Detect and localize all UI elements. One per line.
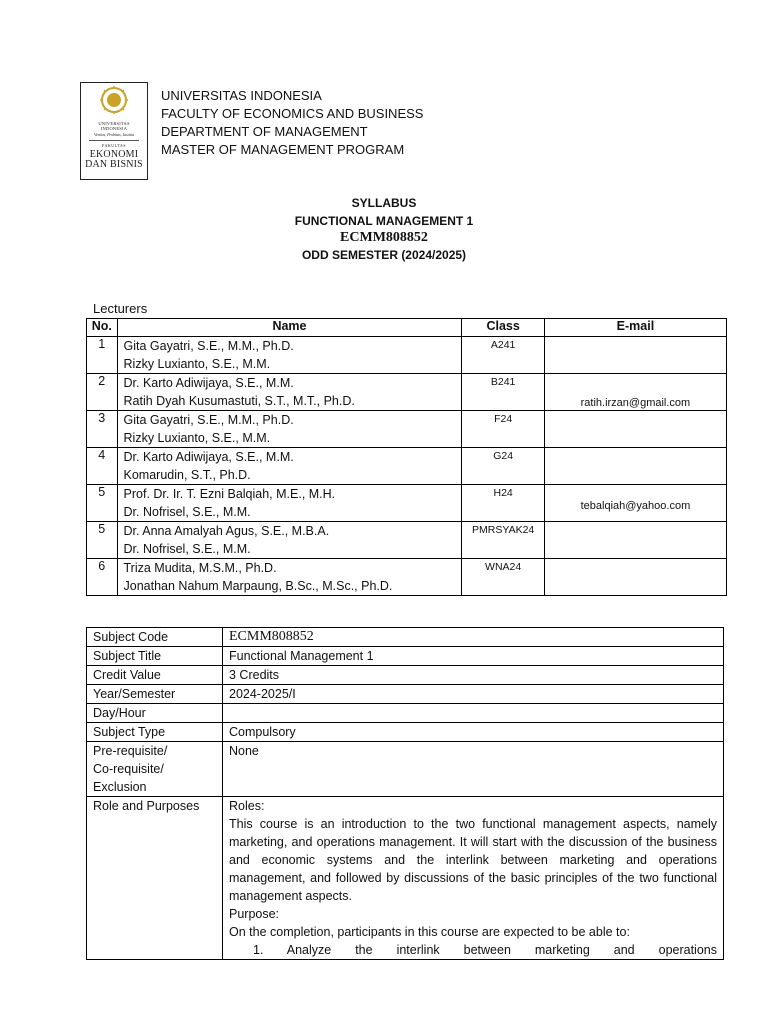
logo-faculty-name: EKONOMI DAN BISNIS [85,149,143,170]
table-row: 5 Prof. Dr. Ir. T. Ezni Balqiah, M.E., M.H. Dr. Nofrisel, S.E., M.M. H24 tebalqiah@yahoo.com [87,485,727,522]
roles-heading: Roles: [229,799,265,813]
table-row: Pre-requisite/ Co-requisite/ Exclusion None [87,742,724,797]
day-hour-value [223,704,724,723]
prerequisite-value: None [223,742,724,797]
subject-title-value: Functional Management 1 [223,647,724,666]
header-program: MASTER OF MANAGEMENT PROGRAM [161,142,405,157]
university-emblem-icon [99,85,129,115]
header-department: DEPARTMENT OF MANAGEMENT [161,124,368,139]
lecturers-table [86,318,727,596]
purpose-heading: Purpose: [229,907,280,921]
col-class: Class [462,319,544,337]
logo-university-name: UNIVERSITAS INDONESIA [98,121,130,131]
institution-header [161,87,423,159]
table-row: 3 Gita Gayatri, S.E., M.M., Ph.D. Rizky Luxianto, S.E., M.M. F24 [87,411,727,448]
table-row: Credit Value 3 Credits [87,666,724,685]
title-semester: ODD SEMESTER (2024/2025) [301,248,467,262]
year-semester-value: 2024-2025/I [223,685,724,704]
purpose-item: 1. Analyze the interlink between marketing and operations [253,943,717,957]
title-course-name: FUNCTIONAL MANAGEMENT 1 [294,214,474,228]
table-row: Role and Purposes Roles: This course is an introduction to the two functional management aspects, namely marketing, and operations management. It will start with the discussion of the business and economic systems and the interlink between marketing and operations management, and followed by discussions of the basic principles of the two functional management aspects. Purpose: On the completion, participants in this course are expected to be able to: 1. Analyze the interlink between marketing and operations [87,797,724,960]
header-university: UNIVERSITAS INDONESIA [161,88,322,103]
syllabus-title [0,194,768,264]
table-row: 2 Dr. Karto Adiwijaya, S.E., M.M. Ratih Dyah Kusumastuti, S.T., M.T., Ph.D. B241 ratih.irzan@gmail.com [87,374,727,411]
email-link: ratih.irzan@gmail.com [580,397,691,409]
table-row [87,628,724,647]
col-name: Name [117,319,462,337]
table-row: Year/Semester 2024-2025/I [87,685,724,704]
logo-faculty-label: FAKULTAS [102,143,126,148]
subject-type-value: Compulsory [223,723,724,742]
faculty-logo [80,82,148,180]
title-course-code: ECMM808852 [340,230,428,245]
roles-text: This course is an introduction to the two functional management aspects, namely marketing, and operations management. It will start with the discussion of the business and economic systems and the interlink between marketing and operations management, and followed by discussions of the basic principles of the two functional management aspects. [229,817,717,903]
col-no: No. [87,319,118,337]
subject-code-value: ECMM808852 [223,628,724,647]
subject-info-table [86,627,724,960]
title-syllabus: SYLLABUS [351,196,417,210]
logo-motto: Veritas, Probitas, Iustitia [93,132,135,137]
table-row: 1 Gita Gayatri, S.E., M.M., Ph.D. Rizky Luxianto, S.E., M.M. A241 [87,337,727,374]
table-row: 6 Triza Mudita, M.S.M., Ph.D. Jonathan Nahum Marpaung, B.Sc., M.Sc., Ph.D. WNA24 [87,559,727,596]
purpose-intro: On the completion, participants in this course are expected to be able to: [229,925,630,939]
role-purposes-value [223,797,724,960]
table-row: 4 Dr. Karto Adiwijaya, S.E., M.M. Komarudin, S.T., Ph.D. G24 [87,448,727,485]
table-row: Day/Hour [87,704,724,723]
table-header-row [87,319,727,337]
subject-code-label: Subject Code [87,628,223,647]
credit-value: 3 Credits [223,666,724,685]
lecturers-label: Lecturers [93,301,148,316]
email-link: tebalqiah@yahoo.com [580,500,691,512]
table-row: Subject Type Compulsory [87,723,724,742]
table-row: 5 Dr. Anna Amalyah Agus, S.E., M.B.A. Dr. Nofrisel, S.E., M.M. PMRSYAK24 [87,522,727,559]
col-email: E-mail [544,319,726,337]
table-row: Subject Title Functional Management 1 [87,647,724,666]
header-faculty: FACULTY OF ECONOMICS AND BUSINESS [161,106,424,121]
